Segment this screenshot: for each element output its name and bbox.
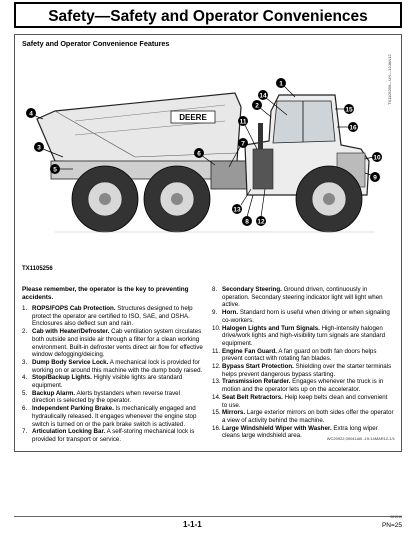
feature-term: Bypass Start Protection.: [222, 363, 294, 371]
svg-text:11: 11: [239, 118, 247, 126]
figure-side-code: TX1105256—UN—12JAN12: [387, 54, 392, 105]
feature-number: 5.: [22, 389, 28, 397]
feature-term: Articulation Locking Bar.: [32, 428, 106, 436]
feature-description: Ground driven, continuously in operation. Secondary steering indicator light will light when active.: [222, 286, 383, 309]
feature-description: Cab ventilation system circulates both outside and inside air through a filter for a clean working environment. Built-in defroster vents direct air flow for effective window defogging/deicing.: [32, 328, 203, 359]
feature-number: 1.: [22, 305, 28, 312]
feature-item: [22, 305, 204, 328]
feature-description: Is mechanically engaged and hydraulically released. It engages whenever the engine stop switch is turned on or the park brake switch is activated.: [32, 405, 197, 428]
svg-text:5: 5: [53, 166, 57, 174]
feature-number: 11.: [212, 347, 221, 355]
svg-text:1: 1: [279, 80, 283, 88]
feature-number: 15.: [212, 409, 221, 417]
pn-number: PN=25: [381, 522, 402, 529]
dump-truck-illustration: [15, 49, 401, 273]
feature-number: 4.: [22, 374, 28, 382]
feature-item: [22, 390, 204, 405]
features-list-left: [22, 305, 204, 444]
svg-text:2: 2: [255, 102, 259, 110]
feature-number: 8.: [212, 286, 218, 293]
feature-term: Secondary Steering.: [222, 286, 282, 293]
feature-item: [22, 428, 204, 443]
feature-description: A fan guard on both fan doors helps prevent contact with rotating fan blades.: [222, 347, 377, 363]
svg-text:4: 4: [29, 110, 33, 118]
feature-term: ROPS/FOPS Cab Protection.: [32, 305, 116, 312]
feature-term: Cab with Heater/Defroster.: [32, 328, 110, 336]
feature-description: Engages whenever the truck is in motion and the operator lets up on the accelerator.: [222, 378, 384, 394]
page-title: Safety—Safety and Operator Conveniences: [14, 2, 402, 28]
svg-text:15: 15: [345, 106, 353, 114]
feature-item: [212, 348, 394, 363]
svg-text:14: 14: [259, 92, 267, 100]
feature-item: [212, 394, 394, 409]
reference-code: WC20922,00041AB -19-14MAR12-1/1: [326, 436, 395, 441]
feature-item: [212, 409, 394, 424]
svg-text:6: 6: [197, 150, 201, 158]
feature-description: High-intensity halogen drive/work lights and high-visibility turn signals are standard equipment.: [222, 324, 386, 347]
feature-term: Engine Fan Guard.: [222, 347, 278, 355]
svg-text:10: 10: [373, 154, 381, 162]
feature-term: Halogen Lights and Turn Signals.: [222, 324, 320, 332]
feature-term: Seat Belt Retractors.: [222, 393, 283, 401]
callout-1: [276, 78, 295, 97]
svg-text:7: 7: [241, 140, 245, 148]
feature-description: Extra long wiper cleans large windshield area.: [222, 424, 378, 440]
feature-number: 10.: [212, 324, 221, 332]
feature-term: Independent Parking Brake.: [32, 405, 114, 413]
feature-item: [22, 405, 204, 428]
svg-text:12: 12: [257, 218, 265, 226]
callout-2: [252, 100, 271, 117]
svg-text:9: 9: [373, 174, 377, 182]
svg-text:8: 8: [245, 218, 249, 226]
feature-term: Horn.: [222, 309, 239, 317]
feature-item: [212, 286, 394, 309]
feature-item: [212, 325, 394, 348]
svg-text:16: 16: [349, 124, 357, 132]
feature-item: [22, 374, 204, 389]
feature-description: Standard horn is useful when driving or when signaling co-workers.: [222, 309, 390, 324]
footer-divider: [14, 516, 402, 517]
page-number: 1-1-1: [183, 520, 202, 529]
features-list-right: [212, 286, 394, 440]
intro-text: Please remember, the operator is the key to preventing accidents.: [22, 286, 189, 301]
feature-description: Highly visible lights are standard equipment.: [32, 374, 183, 390]
feature-item: [22, 328, 204, 359]
figure-id: TX1105256: [22, 266, 53, 272]
feature-number: 16.: [212, 424, 221, 432]
feature-term: Mirrors.: [222, 409, 246, 417]
feature-number: 2.: [22, 328, 28, 336]
feature-term: Stop/Backup Lights.: [32, 374, 92, 382]
svg-text:13: 13: [233, 206, 241, 214]
callout-15: [335, 104, 354, 114]
feature-number: 3.: [22, 358, 28, 366]
feature-description: Structures designed to help protect the operator are certified to ISO, SAE, and OSHA. Enclosures also deflect sun and rain.: [32, 305, 193, 328]
feature-number: 13.: [212, 378, 221, 386]
feature-number: 7.: [22, 428, 28, 436]
feature-term: Dump Body Service Lock.: [32, 358, 109, 366]
feature-term: Transmission Retarder.: [222, 378, 291, 386]
footer-code: 021915: [390, 515, 402, 519]
feature-number: 14.: [212, 393, 221, 401]
feature-description: A self-storing mechanical lock is provided for transport or service.: [32, 428, 195, 443]
feature-item: [212, 378, 394, 393]
callout-8: [242, 195, 253, 226]
feature-item: [212, 309, 394, 324]
feature-term: Backup Alarm.: [32, 389, 76, 397]
feature-description: Large exterior mirrors on both sides offer the operator a view of activity behind the machine.: [222, 409, 394, 424]
svg-text:3: 3: [37, 144, 41, 152]
brand-logo-text: DEERE: [179, 113, 207, 122]
feature-description: Help keep belts clean and convenient to use.: [222, 393, 388, 409]
feature-description: Shielding over the starter terminals helps prevent dangerous bypass starting.: [222, 363, 392, 378]
feature-number: 6.: [22, 405, 28, 413]
feature-number: 12.: [212, 363, 221, 371]
safety-features-section: [14, 34, 402, 452]
section-title: Safety and Operator Convenience Features: [22, 39, 170, 48]
feature-item: [212, 363, 394, 378]
feature-description: Alerts bystanders when reverse travel direction is selected by the operator.: [32, 389, 181, 405]
callout-16: [337, 122, 358, 132]
feature-number: 9.: [212, 309, 218, 317]
feature-description: A mechanical lock is provided for working on or around this machine with the dump body raised.: [32, 358, 203, 374]
feature-term: Large Windshield Wiper with Washer.: [222, 424, 332, 432]
feature-item: [22, 359, 204, 374]
